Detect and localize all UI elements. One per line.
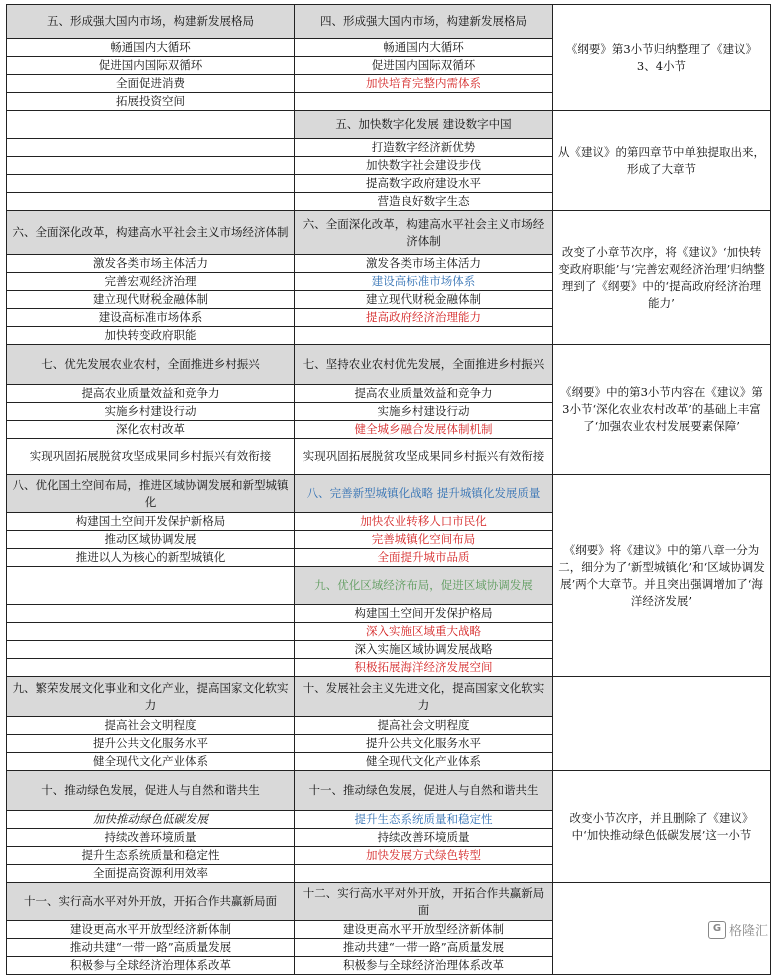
jianyi-item: 全面提高资源利用效率 bbox=[7, 865, 295, 883]
jianyi-item: 加快转变政府职能 bbox=[7, 327, 295, 345]
jianyi-item: 提升公共文化服务水平 bbox=[7, 735, 295, 753]
section-note: 《纲要》第3小节归纳整理了《建议》3、4小节 bbox=[553, 5, 771, 111]
jianyi-item: 完善宏观经济治理 bbox=[7, 273, 295, 291]
gangyao-item bbox=[295, 865, 553, 883]
gangyao-item: 实施乡村建设行动 bbox=[295, 403, 553, 421]
jianyi-item: 建立现代财税金融体制 bbox=[7, 291, 295, 309]
jianyi-item bbox=[7, 567, 295, 605]
gangyao-item: 加快培育完整内需体系 bbox=[295, 75, 553, 93]
jianyi-item: 健全现代文化产业体系 bbox=[7, 753, 295, 771]
jianyi-item: 全面促进消费 bbox=[7, 75, 295, 93]
gangyao-item: 促进国内国际双循环 bbox=[295, 57, 553, 75]
gangyao-item: 健全城乡融合发展体制机制 bbox=[295, 421, 553, 439]
gangyao-item: 建设更高水平开放型经济新体制 bbox=[295, 921, 553, 939]
gangyao-item: 健全现代文化产业体系 bbox=[295, 753, 553, 771]
section-title-jianyi: 六、全面深化改革，构建高水平社会主义市场经济体制 bbox=[7, 211, 295, 255]
gangyao-item: 建立现代财税金融体制 bbox=[295, 291, 553, 309]
section-header-row bbox=[7, 111, 771, 139]
gangyao-item: 提高政府经济治理能力 bbox=[295, 309, 553, 327]
jianyi-item: 实施乡村建设行动 bbox=[7, 403, 295, 421]
gangyao-item: 深入实施区域协调发展战略 bbox=[295, 641, 553, 659]
section-note: 改变小节次序，并且删除了《建议》中‘加快推动绿色低碳发展’这一小节 bbox=[553, 771, 771, 883]
gangyao-item: 建设高标准市场体系 bbox=[295, 273, 553, 291]
gangyao-item: 积极参与全球经济治理体系改革 bbox=[295, 957, 553, 975]
watermark-logo-icon: G bbox=[708, 921, 726, 939]
watermark bbox=[708, 920, 768, 939]
section-title-gangyao: 十一、推动绿色发展，促进人与自然和谐共生 bbox=[295, 771, 553, 811]
section-title-jianyi: 十、推动绿色发展，促进人与自然和谐共生 bbox=[7, 771, 295, 811]
section-header-row bbox=[7, 475, 771, 513]
section-title-gangyao: 十、发展社会主义先进文化，提高国家文化软实力 bbox=[295, 677, 553, 717]
gangyao-item: 打造数字经济新优势 bbox=[295, 139, 553, 157]
section-title-jianyi: 八、优化国土空间布局，推进区域协调发展和新型城镇化 bbox=[7, 475, 295, 513]
section-title-gangyao: 十二、实行高水平对外开放，开拓合作共赢新局面 bbox=[295, 883, 553, 921]
gangyao-item: 营造良好数字生态 bbox=[295, 193, 553, 211]
jianyi-item: 提升生态系统质量和稳定性 bbox=[7, 847, 295, 865]
comparison-table bbox=[6, 4, 771, 975]
jianyi-item: 推动区域协调发展 bbox=[7, 531, 295, 549]
jianyi-item: 建设更高水平开放型经济新体制 bbox=[7, 921, 295, 939]
section-header-row bbox=[7, 771, 771, 811]
jianyi-item: 加快推动绿色低碳发展 bbox=[7, 811, 295, 829]
watermark-text: 格隆汇 bbox=[728, 924, 768, 939]
section-header-row bbox=[7, 211, 771, 255]
gangyao-item: 提高数字政府建设水平 bbox=[295, 175, 553, 193]
section-header-row bbox=[7, 345, 771, 385]
gangyao-item: 提高社会文明程度 bbox=[295, 717, 553, 735]
jianyi-item bbox=[7, 193, 295, 211]
jianyi-item bbox=[7, 139, 295, 157]
gangyao-item: 实现巩固拓展脱贫攻坚成果同乡村振兴有效衔接 bbox=[295, 439, 553, 475]
jianyi-item bbox=[7, 157, 295, 175]
jianyi-item bbox=[7, 605, 295, 623]
gangyao-item: 畅通国内大循环 bbox=[295, 39, 553, 57]
jianyi-item: 深化农村改革 bbox=[7, 421, 295, 439]
gangyao-item: 积极拓展海洋经济发展空间 bbox=[295, 659, 553, 677]
section-title-gangyao: 八、完善新型城镇化战略 提升城镇化发展质量 bbox=[295, 475, 553, 513]
jianyi-item: 提高农业质量效益和竞争力 bbox=[7, 385, 295, 403]
gangyao-item: 推动共建“一带一路”高质量发展 bbox=[295, 939, 553, 957]
jianyi-item: 持续改善环境质量 bbox=[7, 829, 295, 847]
gangyao-item bbox=[295, 93, 553, 111]
jianyi-item bbox=[7, 175, 295, 193]
gangyao-item: 全面提升城市品质 bbox=[295, 549, 553, 567]
gangyao-item: 提升生态系统质量和稳定性 bbox=[295, 811, 553, 829]
section-title-jianyi: 五、形成强大国内市场，构建新发展格局 bbox=[7, 5, 295, 39]
gangyao-item: 加快农业转移人口市民化 bbox=[295, 513, 553, 531]
section-title-gangyao: 七、坚持农业农村优先发展，全面推进乡村振兴 bbox=[295, 345, 553, 385]
jianyi-item: 推进以人为核心的新型城镇化 bbox=[7, 549, 295, 567]
jianyi-item: 推动共建“一带一路”高质量发展 bbox=[7, 939, 295, 957]
section-note: 《纲要》中的第3小节内容在《建议》第3小节‘深化农业农村改革’的基础上丰富了‘加强农业农村发展要素保障’ bbox=[553, 345, 771, 475]
gangyao-item: 持续改善环境质量 bbox=[295, 829, 553, 847]
section-title-jianyi: 九、繁荣发展文化事业和文化产业，提高国家文化软实力 bbox=[7, 677, 295, 717]
jianyi-item: 建设高标准市场体系 bbox=[7, 309, 295, 327]
jianyi-item: 拓展投资空间 bbox=[7, 93, 295, 111]
jianyi-item: 实现巩固拓展脱贫攻坚成果同乡村振兴有效衔接 bbox=[7, 439, 295, 475]
jianyi-item bbox=[7, 641, 295, 659]
gangyao-item: 激发各类市场主体活力 bbox=[295, 255, 553, 273]
jianyi-item: 积极参与全球经济治理体系改革 bbox=[7, 957, 295, 975]
jianyi-item: 激发各类市场主体活力 bbox=[7, 255, 295, 273]
gangyao-item: 构建国土空间开发保护格局 bbox=[295, 605, 553, 623]
section-header-row bbox=[7, 677, 771, 717]
gangyao-item: 提高农业质量效益和竞争力 bbox=[295, 385, 553, 403]
jianyi-item: 促进国内国际双循环 bbox=[7, 57, 295, 75]
gangyao-item: 深入实施区域重大战略 bbox=[295, 623, 553, 641]
section-title-jianyi bbox=[7, 111, 295, 139]
section-note: 改变了小章节次序，将《建议》‘加快转变政府职能’与‘完善宏观经济治理’归纳整理到了《纲要》中的‘提高政府经济治理能力’ bbox=[553, 211, 771, 345]
jianyi-item: 提高社会文明程度 bbox=[7, 717, 295, 735]
section-note bbox=[553, 677, 771, 771]
section-note: 《纲要》将《建议》中的第八章一分为二，细分为了‘新型城镇化’和‘区域协调发展’两个大章节。并且突出强调增加了‘海洋经济发展’ bbox=[553, 475, 771, 677]
gangyao-item: 提升公共文化服务水平 bbox=[295, 735, 553, 753]
section-title-gangyao: 九、优化区域经济布局，促进区域协调发展 bbox=[295, 567, 553, 605]
section-header-row bbox=[7, 883, 771, 921]
gangyao-item: 完善城镇化空间布局 bbox=[295, 531, 553, 549]
section-title-jianyi: 十一、实行高水平对外开放，开拓合作共赢新局面 bbox=[7, 883, 295, 921]
section-note: 从《建议》的第四章节中单独提取出来，形成了大章节 bbox=[553, 111, 771, 211]
jianyi-item bbox=[7, 659, 295, 677]
section-title-jianyi: 七、优先发展农业农村，全面推进乡村振兴 bbox=[7, 345, 295, 385]
jianyi-item: 构建国土空间开发保护新格局 bbox=[7, 513, 295, 531]
section-header-row bbox=[7, 5, 771, 39]
jianyi-item: 畅通国内大循环 bbox=[7, 39, 295, 57]
gangyao-item: 加快发展方式绿色转型 bbox=[295, 847, 553, 865]
section-title-gangyao: 四、形成强大国内市场，构建新发展格局 bbox=[295, 5, 553, 39]
jianyi-item bbox=[7, 623, 295, 641]
section-title-gangyao: 六、全面深化改革，构建高水平社会主义市场经济体制 bbox=[295, 211, 553, 255]
gangyao-item: 加快数字社会建设步伐 bbox=[295, 157, 553, 175]
comparison-table-body bbox=[7, 5, 771, 975]
gangyao-item bbox=[295, 327, 553, 345]
section-title-gangyao: 五、加快数字化发展 建设数字中国 bbox=[295, 111, 553, 139]
